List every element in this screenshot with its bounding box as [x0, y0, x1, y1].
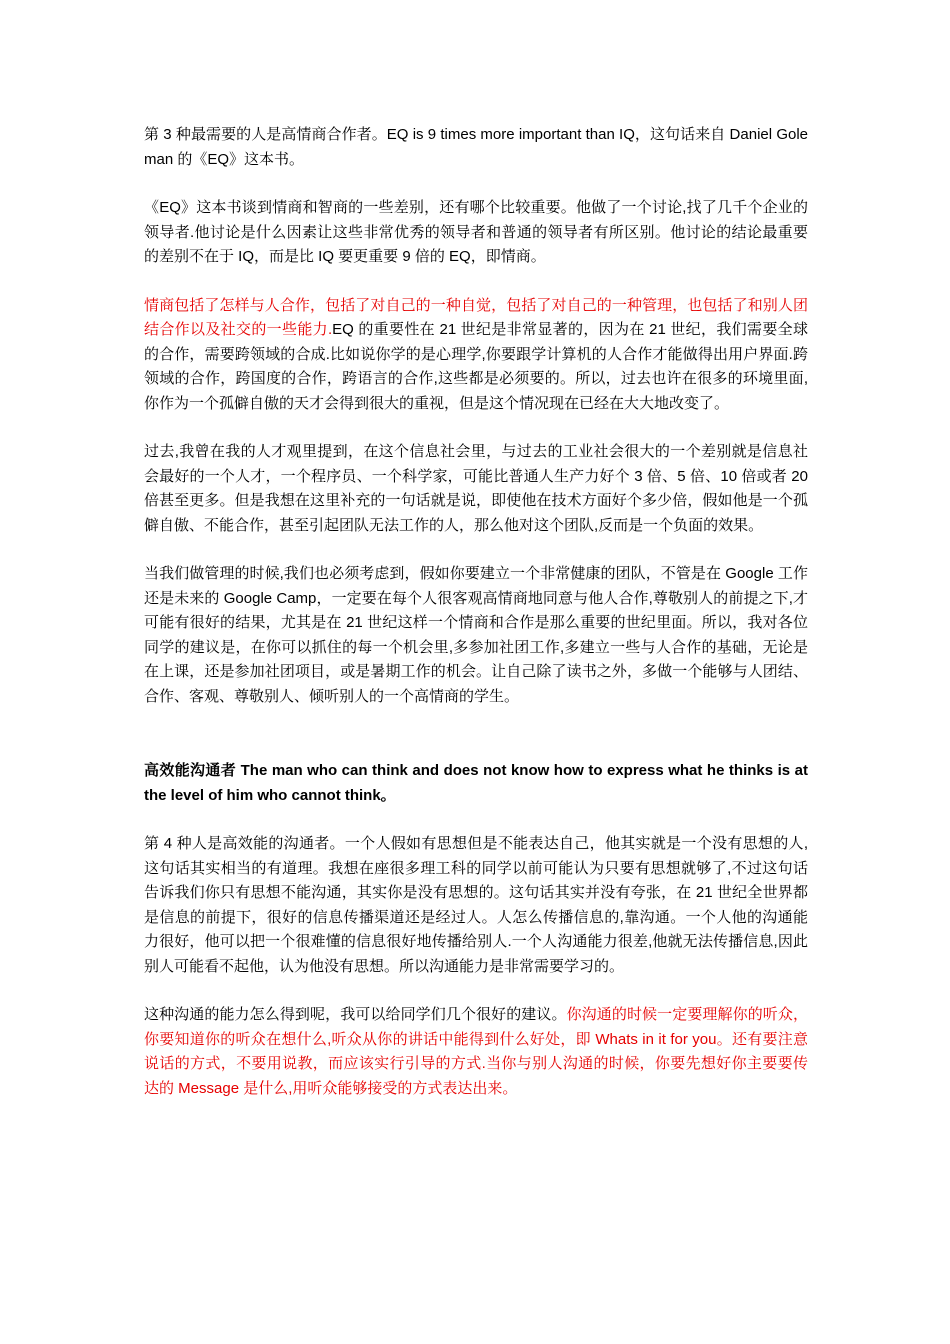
highlighted-text: 你沟通的时候一定要理解你的听众，你要知道你的听众在想什么,听众从你的讲话中能得到什么好处，即 Whats in it for you。还有要注意说话的方式，不要用说教，而应该实行引导的方式.当你与别人沟通的时候，你要先想好你主要要传达的 Message 是什么,用听众能够接受的方式表达出来。 [144, 1006, 808, 1097]
paragraph-communication-advice [144, 1003, 808, 1101]
section-heading: 高效能沟通者 The man who can think and does not know how to express what he thinks is at the level of him who cannot think。 [144, 762, 808, 804]
spacer [144, 733, 808, 759]
paragraph-eq-importance [144, 294, 808, 417]
body-text: EQ 的重要性在 21 世纪是非常显著的，因为在 21 世纪，我们需要全球的合作，需要跨领域的合成.比如说你学的是心理学,你要跟学计算机的人合作才能做得出用户界面.跨领域的合作，跨国度的合作，跨语言的合作,这些都是必须要的。所以，过去也许在很多的环境里面,你作为一个孤僻自傲的天才会得到很大的重视，但是这个情况现在已经在大大地改变了。 [144, 321, 808, 412]
paragraph-management: 当我们做管理的时候,我们也必须考虑到，假如你要建立一个非常健康的团队，不管是在 Google 工作还是未来的 Google Camp，一定要在每个人很客观高情商地同意与他人合作,尊敬别人的前提之下,才可能有很好的结果，尤其是在 21 世纪这样一个情商和合作是那么重要的世纪里面。所以，我对各位同学的建议是，在你可以抓住的每一个机会里,多参加社团工作,多建立一些与人合作的基础，无论是在上课，还是参加社团项目，或是暑期工作的机会。让自己除了读书之外，多做一个能够与人团结、合作、客观、尊敬别人、倾听别人的一个高情商的学生。 [144, 565, 808, 705]
paragraph-eq-intro: 第 3 种最需要的人是高情商合作者。EQ is 9 times more important than IQ，这句话来自 Daniel Goleman 的《EQ》这本书。 [144, 126, 808, 168]
highlighted-text: 情商包括了怎样与人合作，包括了对自己的一种自觉，包括了对自己的一种管理，也包括了和别人团结合作以及社交的一些能力. [144, 296, 808, 338]
document-page [144, 123, 808, 1125]
paragraph-communicator: 第 4 种人是高效能的沟通者。一个人假如有思想但是不能表达自己，他其实就是一个没有思想的人,这句话其实相当的有道理。我想在座很多理工科的同学以前可能认为只要有思想就够了,不过这句话告诉我们你只有思想不能沟通，其实你是没有思想的。这句话其实并没有夸张，在 21 世纪全世界都是信息的前提下，很好的信息传播渠道还是经过人。人怎么传播信息的,靠沟通。一个人他的沟通能力很好，他可以把一个很难懂的信息很好地传播给别人.一个人沟通能力很差,他就无法传播信息,因此别人可能看不起他，认为他没有思想。所以沟通能力是非常需要学习的。 [144, 835, 808, 975]
paragraph-talent-view: 过去,我曾在我的人才观里提到，在这个信息社会里，与过去的工业社会很大的一个差别就是信息社会最好的一个人才，一个程序员、一个科学家，可能比普通人生产力好个 3 倍、5 倍、10 倍或者 20 倍甚至更多。但是我想在这里补充的一句话就是说，即使他在技术方面好个多少倍，假如他是一个孤僻自傲、不能合作，甚至引起团队无法工作的人，那么他对这个团队,反而是一个负面的效果。 [144, 443, 808, 534]
body-text: 这种沟通的能力怎么得到呢，我可以给同学们几个很好的建议。 [144, 1006, 567, 1023]
paragraph-eq-book: 《EQ》这本书谈到情商和智商的一些差别，还有哪个比较重要。他做了一个讨论,找了几千个企业的领导者.他讨论是什么因素让这些非常优秀的领导者和普通的领导者有所区别。他讨论的结论最重要的差别不在于 IQ，而是比 IQ 要更重要 9 倍的 EQ，即情商。 [144, 199, 808, 265]
